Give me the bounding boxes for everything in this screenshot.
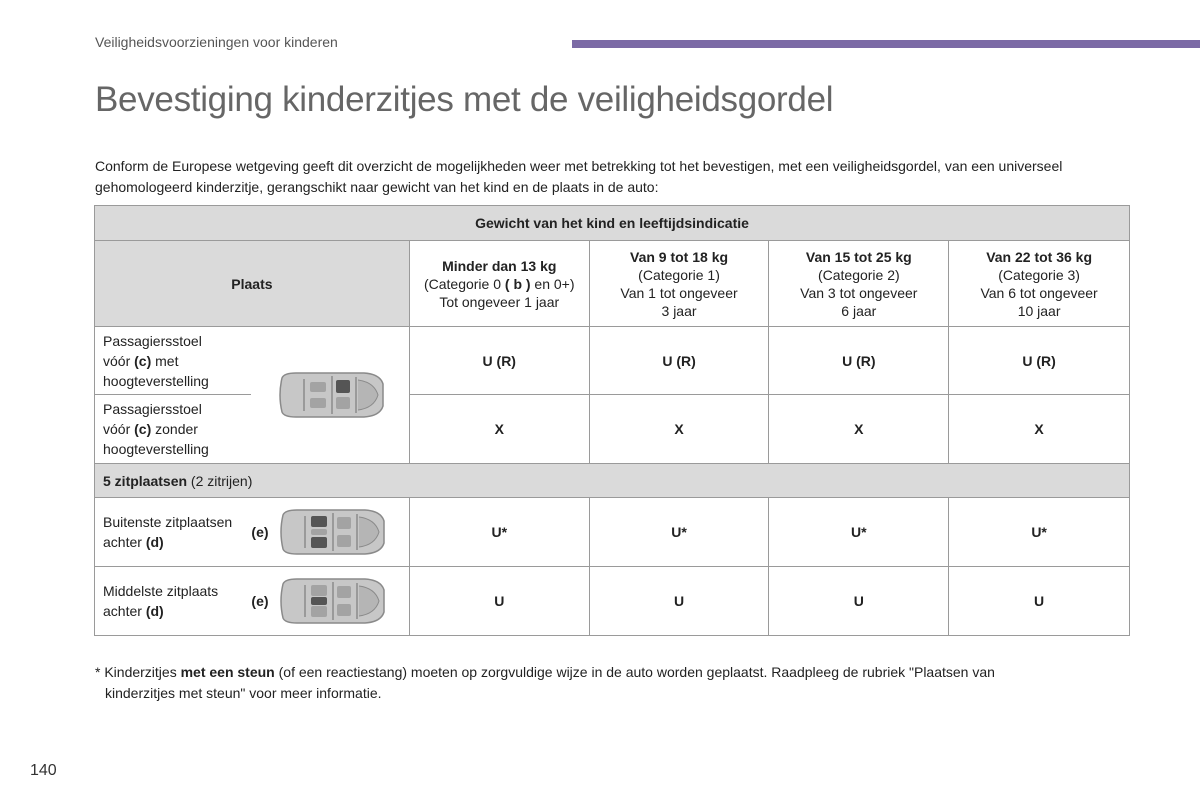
table-cell: U: [409, 567, 589, 636]
age-label: 3 jaar: [661, 302, 697, 319]
table-cell: X: [589, 395, 769, 464]
column-header: [769, 241, 949, 327]
table-cell: U*: [949, 498, 1130, 567]
age-label: 10 jaar: [1017, 302, 1061, 319]
table-cell: U: [769, 567, 949, 636]
age-label: 6 jaar: [841, 302, 877, 319]
seat-label: Passagiersstoel vóór (c) met hoogteverstelling: [95, 327, 252, 395]
table-cell: U: [589, 567, 769, 636]
column-header: [949, 241, 1130, 327]
age-label: Van 6 tot ongeveer: [980, 284, 1098, 301]
weight-label: Van 15 tot 25 kg: [805, 248, 912, 265]
intro-text: Conform de Europese wetgeving geeft dit overzicht de mogelijkheden weer met betrekking tot het bevestigen, met een veiligheidsgordel, van een universeel gehomologeerd kinderzitje, gerangschikt naar gewicht van het kind en de plaats in de auto:: [95, 158, 1063, 195]
page-title: Bevestiging kinderzitjes met de veiligheidsgordel: [95, 80, 834, 119]
seat-label: Buitenste zitplaatsen achter (d): [95, 498, 252, 567]
column-header: [409, 241, 589, 327]
car-image-rear-outer: [251, 498, 409, 567]
table-cell: U (R): [589, 327, 769, 395]
weight-label: Van 9 tot 18 kg: [630, 248, 729, 265]
note-marker: (e): [251, 593, 269, 609]
section-row: 5 zitplaatsen (2 zitrijen): [95, 464, 1130, 498]
table-cell: X: [409, 395, 589, 464]
section-rule: [572, 40, 1200, 48]
child-seat-table: [94, 205, 1130, 636]
table-cell: X: [769, 395, 949, 464]
weight-label: Van 22 tot 36 kg: [986, 248, 1093, 265]
seat-label: Middelste zitplaats achter (d): [95, 567, 252, 636]
age-label: Tot ongeveer 1 jaar: [439, 293, 560, 310]
table-cell: U*: [409, 498, 589, 567]
table-cell: U (R): [769, 327, 949, 395]
seat-label: Passagiersstoel vóór (c) zonder hoogteverstelling: [95, 395, 252, 464]
category-label: (Categorie 0 ( b ) en 0+): [423, 275, 575, 292]
table-cell: U: [949, 567, 1130, 636]
table-cell: U (R): [949, 327, 1130, 395]
table-cell: X: [949, 395, 1130, 464]
car-rear-middle-seat-icon: [275, 576, 387, 626]
group-header: Gewicht van het kind en leeftijdsindicatie: [95, 206, 1130, 241]
category-label: (Categorie 2): [817, 266, 900, 283]
age-label: Van 1 tot ongeveer: [620, 284, 738, 301]
category-label: (Categorie 1): [638, 266, 720, 283]
table-cell: U (R): [409, 327, 589, 395]
footnote: * Kinderzitjes met een steun (of een reactiestang) moeten op zorgvuldige wijze in de auto worden geplaatst. Raadpleeg de rubriek "Plaatsen van kinderzitjes met steun" voor meer informatie.: [95, 664, 995, 701]
column-header: [589, 241, 769, 327]
car-image-front: [251, 327, 409, 464]
category-label: (Categorie 3): [998, 266, 1080, 283]
age-label: Van 3 tot ongeveer: [800, 284, 918, 301]
note-marker: (e): [251, 524, 269, 540]
place-header: Plaats: [95, 241, 410, 327]
section-label: Veiligheidsvoorzieningen voor kinderen: [95, 34, 338, 50]
car-image-rear-middle: [251, 567, 409, 636]
page-number: 140: [30, 762, 57, 779]
car-rear-outer-seats-icon: [275, 507, 387, 557]
car-front-seat-icon: [274, 370, 386, 420]
table-cell: U*: [769, 498, 949, 567]
weight-label: Minder dan 13 kg: [442, 257, 557, 274]
table-cell: U*: [589, 498, 769, 567]
